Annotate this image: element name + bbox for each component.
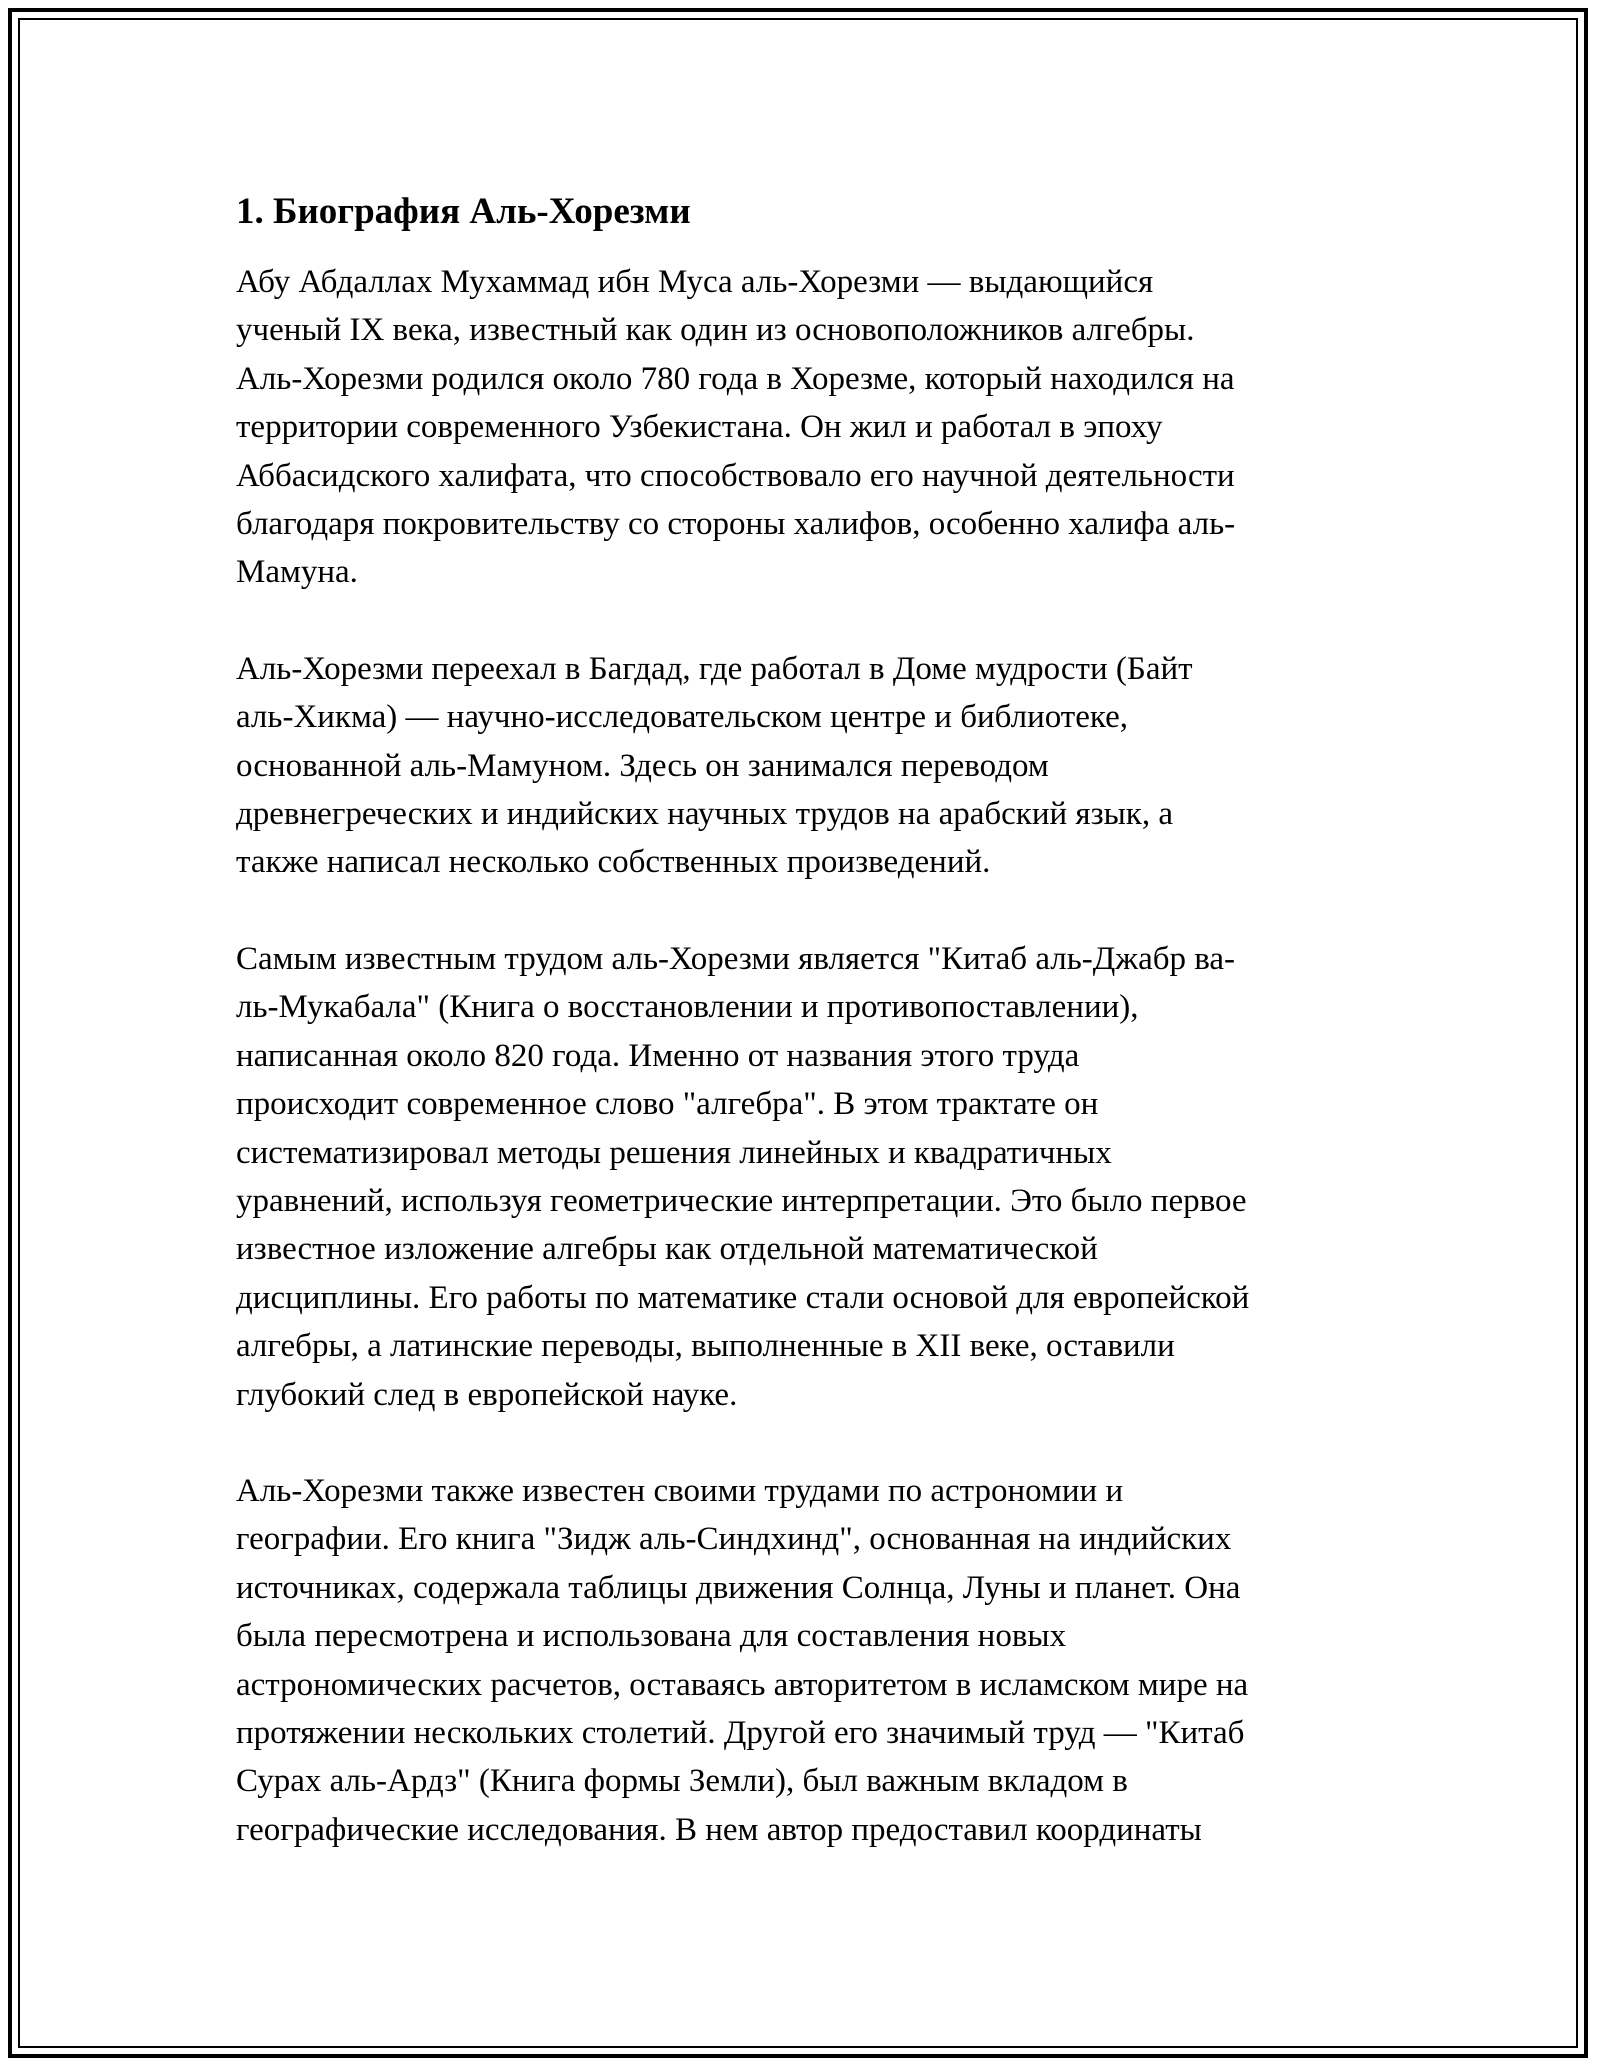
paragraph-1 <box>236 258 1376 597</box>
text-line: Абу Абдаллах Мухаммад ибн Муса аль-Хорезми — выдающийся <box>236 264 1154 300</box>
text-line: географии. Его книга "Зидж аль-Синдхинд", основанная на индийских <box>236 1521 1232 1558</box>
paragraph-3 <box>236 935 1376 1419</box>
text-line: протяжении нескольких столетий. Другой его значимый труд — "Китаб <box>236 1714 1245 1751</box>
text-line: систематизировал методы решения линейных и квадратичных <box>236 1134 1112 1171</box>
text-line: ученый IX века, известный как один из основоположников алгебры. <box>236 312 1195 349</box>
paragraph-4 <box>236 1467 1376 1854</box>
text-line: астрономических расчетов, оставаясь авторитетом в исламском мире на <box>236 1666 1249 1703</box>
text-line: источниках, содержала таблицы движения Солнца, Луны и планет. Она <box>236 1569 1241 1606</box>
text-line: происходит современное слово "алгебра". В этом трактате он <box>236 1086 1099 1123</box>
text-line: Мамуна. <box>236 554 358 591</box>
text-line: территории современного Узбекистана. Он жил и работал в эпоху <box>236 409 1163 446</box>
text-line: уравнений, используя геометрические интерпретации. Это было первое <box>236 1182 1247 1219</box>
text-line: Аббасидского халифата, что способствовало его научной деятельности <box>236 457 1235 494</box>
text-line: была пересмотрена и использована для составления новых <box>236 1618 1067 1655</box>
text-line: географические исследования. В нем автор предоставил координаты <box>236 1811 1202 1848</box>
text-line: аль-Хикма) — научно-исследовательском центре и библиотеке, <box>236 699 1128 736</box>
section-heading: 1. Биография Аль-Хорезми <box>236 191 691 232</box>
text-line: также написал несколько собственных произведений. <box>236 844 991 881</box>
text-line: Аль-Хорезми переехал в Багдад, где работал в Доме мудрости (Байт <box>236 650 1193 687</box>
text-line: Аль-Хорезми также известен своими трудами по астрономии и <box>236 1472 1124 1509</box>
paragraph-2 <box>236 645 1376 887</box>
document-body <box>236 188 1376 1902</box>
text-line: Аль-Хорезми родился около 780 года в Хорезме, который находился на <box>236 360 1235 397</box>
text-line: благодаря покровительству со стороны халифов, особенно халифа аль- <box>236 506 1236 543</box>
text-line: основанной аль-Мамуном. Здесь он занимался переводом <box>236 747 1049 784</box>
text-line: древнегреческих и индийских научных трудов на арабский язык, а <box>236 796 1173 833</box>
text-line: Сурах аль-Ардз" (Книга формы Земли), был важным вкладом в <box>236 1763 1128 1800</box>
text-line: известное изложение алгебры как отдельной математической <box>236 1231 1098 1268</box>
text-line: Самым известным трудом аль-Хорезми является "Китаб аль-Джабр ва- <box>236 940 1236 977</box>
text-line: написанная около 820 года. Именно от названия этого труда <box>236 1037 1080 1074</box>
text-line: глубокий след в европейской науке. <box>236 1376 738 1413</box>
text-line: ль-Мукабала" (Книга о восстановлении и противопоставлении), <box>236 989 1139 1026</box>
text-line: алгебры, а латинские переводы, выполненные в XII веке, оставили <box>236 1328 1175 1365</box>
text-line: дисциплины. Его работы по математике стали основой для европейской <box>236 1279 1250 1316</box>
